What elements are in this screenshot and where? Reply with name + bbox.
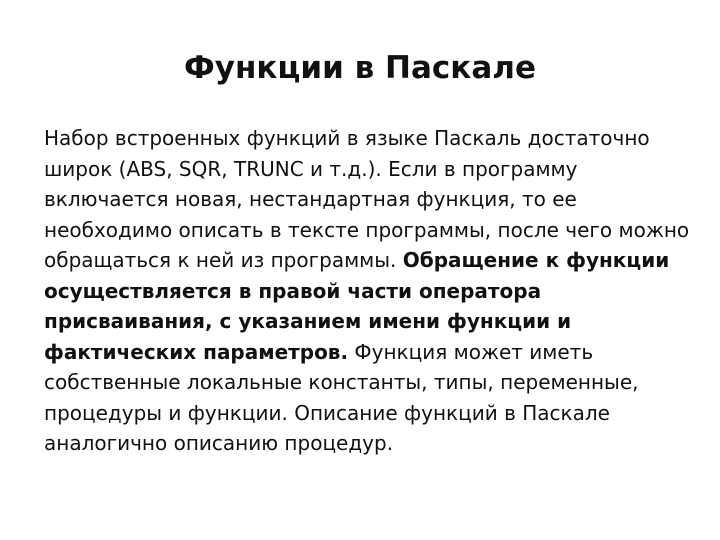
body-text-intro: Набор встроенных функций в языке Паскаль достаточно широк (ABS, SQR, TRUNC и т.д.). Если в программу включается новая, нестандартная функция, то ее необходимо описать в тексте программы, после чего можно обращаться к ней из программы. xyxy=(44,126,690,272)
slide-title: Функции в Паскале xyxy=(184,50,536,86)
body-text-conclusion: Функция может иметь собственные локальные константы, типы, переменные, процедуры и функции. Описание функций в Паскале аналогично описанию процедур. xyxy=(44,339,639,455)
body-text-emphasis: Обращение к функции осуществляется в правой части оператора присваивания, с указанием имени функции и фактических параметров. xyxy=(44,248,670,364)
slide-body-text xyxy=(44,123,694,459)
